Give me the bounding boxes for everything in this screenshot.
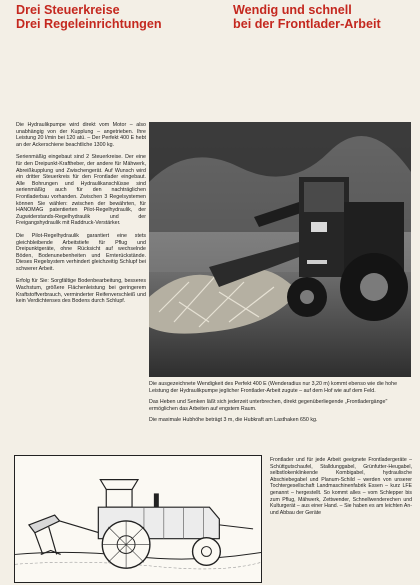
paragraph-pilot-hydraulics: Die Pilot-Regelhydraulik garantiert eine stets gleichbleibende Arbeitstiefe für Pflug und Dreipunktgeräte, ohne Rücksicht auf wechselnde Böden, Bodenunebenheiten und Ernterückstände. Dieses Regelsystem verhindert gleichzeitig Schlupf bei schwerer Arbeit. [16, 232, 146, 272]
caption-max-height: Die maximale Hubhöhe beträgt 3 m, die Hubkraft am Lasthaken 650 kg. [149, 417, 318, 424]
left-text-column [16, 122, 146, 311]
heading-left-line1: Drei Steuerkreise [16, 3, 120, 17]
caption-turning-radius: Die ausgezeichnete Wendigkeit des Perfekt 400 E (Wenderadius nur 3,20 m) kommt ebenso wie die hohe Leistung der Hydraulikpumpe jeglicher Frontlader-Arbeit zugute – auf dem Hof wie auf dem Feld. [149, 381, 398, 394]
heading-left-line2: Drei Regeleinrichtungen [16, 16, 162, 31]
tractor-line-drawing [14, 455, 262, 583]
caption-lift-lower: Das Heben und Senken läßt sich jederzeit unterbrechen, direkt gegenüberliegende „Frontladergänge" ermöglichen das Arbeiten auf engstem Raum. [149, 399, 388, 412]
photo-captions [149, 381, 411, 429]
paragraph-success: Erfolg für Sie: Sorgfältige Bodenbearbeitung, besseres Wachstum, größere Flächenleistung bei geringerem Kraftstoffverbrauch, verminderter Reifenverschleiß und kein Verdichtenses des Bodens durch Schlupf. [16, 278, 146, 305]
tractor-frontloader-photo [149, 122, 411, 377]
paragraph-control-circuits: Serienmäßig eingebaut sind 2 Steuerkreise. Der eine für den Dreipunkt-Kraftheber, der andere für Mähwerk, Abreißkupplung und Zwischengerät. Auf Wunsch wird ein dritter Steuerkreis für den Frontlader eingebaut. Alle Bohrungen und Hydraulikanschlüsse sind serienmäßig auch für den nachträglichen Frontladerbau vorhanden. Zwischen 3 Regelsystemen können Sie wählen: zwischen der bewährten, für HANOMAG patentierten Pilot-Regelhydraulik, der Zugwiderstands-Regelhydraulik und der Freigangshydraulik mit Raddruck-Verstärker. [16, 154, 146, 227]
heading-left [16, 4, 162, 31]
paragraph-hydraulic-pump: Die Hydraulikpumpe wird direkt vom Motor – also unabhängig von der Kupplung – angetrieben. Ihre Leistung 20 l/min bei 120 atü. – Der Perfekt 400 E hebt an der Ackerschiene beachtliche 1300 kg. [16, 122, 146, 148]
heading-right-line2: bei der Frontlader-Arbeit [233, 16, 381, 31]
frontloader-equipment-text: Frontlader und für jede Arbeit geeignete Frontladergeräte – Schüttgutschaufel, Stalldunggabel, Grünfutter-Heugabel, selbstlokenklinkende Kombigabel, hydraulische Abschiebegabel und Planum-Schild – werden von unserer Tochtergesellschaft Landmaschinenfabrik Essen – kurz LFE genannt – hergestellt. So kommt alles – vom Schlepper bis zum Pflug, Mähwerk, Zettwender, Schnellwenderechen und Kulturgerät – aus einer Hand. – Sie haben es am leichten An- und Abbau der Geräte [270, 457, 412, 516]
heading-right-line1: Wendig und schnell [233, 3, 352, 17]
heading-right [233, 4, 381, 31]
